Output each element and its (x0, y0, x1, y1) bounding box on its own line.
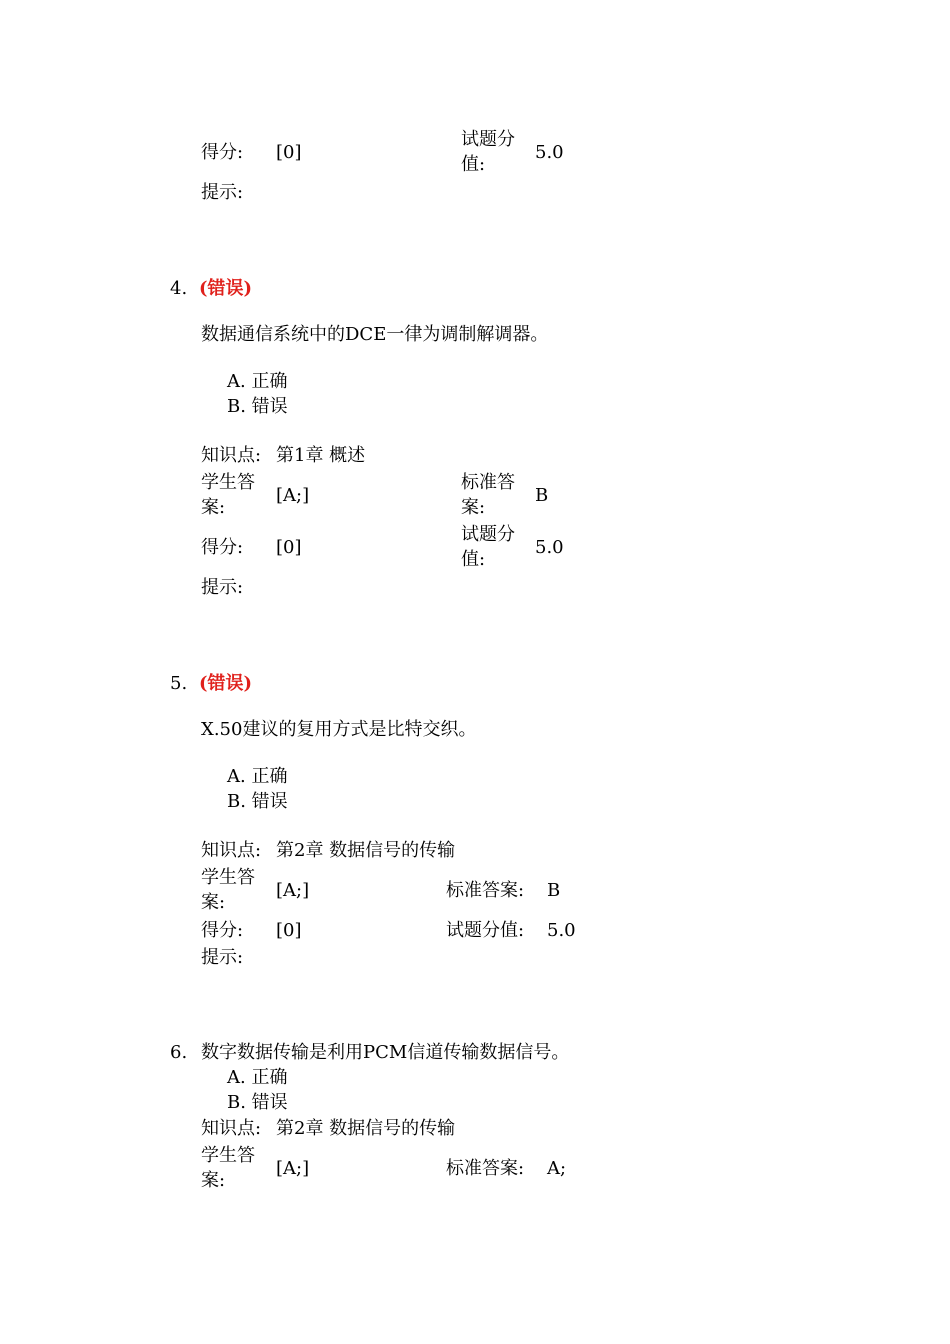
standard-answer: B (535, 485, 549, 506)
knowledge-point: 第2章 数据信号的传输 (276, 1118, 456, 1139)
standard-answer-label: 标准答案: (446, 1158, 525, 1179)
question-number: 4. (170, 278, 188, 299)
wrong-status: (错误) (199, 673, 253, 694)
question-number: 6. (170, 1042, 188, 1063)
knowledge-point: 第2章 数据信号的传输 (276, 840, 456, 861)
option-a[interactable]: A. 正确 (227, 1067, 288, 1088)
score-label: 得分: (201, 920, 244, 941)
question-value-label: 试题分值: (446, 920, 525, 941)
question-value: 5.0 (535, 537, 564, 558)
score-label: 得分: (201, 537, 244, 558)
question-value-label: 试题分值: (461, 524, 515, 570)
student-answer: [A;] (276, 485, 310, 506)
standard-answer-label: 标准答案: (461, 472, 515, 518)
standard-answer: A; (547, 1158, 567, 1179)
hint-label: 提示: (201, 947, 244, 968)
standard-answer-label: 标准答案: (446, 880, 525, 901)
question-value: 5.0 (535, 142, 564, 163)
student-answer-label: 学生答案: (201, 867, 255, 913)
question-text: 数据通信系统中的DCE一律为调制解调器。 (201, 324, 549, 345)
question-number: 5. (170, 673, 188, 694)
option-a[interactable]: A. 正确 (227, 371, 288, 392)
option-b[interactable]: B. 错误 (227, 1092, 288, 1113)
wrong-status: (错误) (199, 278, 253, 299)
question-value-label: 试题分值: (461, 129, 515, 175)
hint-label: 提示: (201, 577, 244, 598)
question-value: 5.0 (547, 920, 576, 941)
option-a[interactable]: A. 正确 (227, 766, 288, 787)
student-answer: [A;] (276, 1158, 310, 1179)
score-value: [0] (276, 537, 302, 558)
question-text: X.50建议的复用方式是比特交织。 (201, 719, 477, 740)
option-b[interactable]: B. 错误 (227, 396, 288, 417)
standard-answer: B (547, 880, 561, 901)
knowledge-point: 第1章 概述 (276, 445, 366, 466)
knowledge-label: 知识点: (201, 445, 262, 466)
score-value: [0] (276, 920, 302, 941)
student-answer-label: 学生答案: (201, 472, 255, 518)
hint-label: 提示: (201, 182, 244, 203)
option-b[interactable]: B. 错误 (227, 791, 288, 812)
knowledge-label: 知识点: (201, 1118, 262, 1139)
score-value: [0] (276, 142, 302, 163)
score-label: 得分: (201, 142, 244, 163)
student-answer-label: 学生答案: (201, 1145, 255, 1191)
student-answer: [A;] (276, 880, 310, 901)
question-text: 数字数据传输是利用PCM信道传输数据信号。 (201, 1042, 570, 1063)
knowledge-label: 知识点: (201, 840, 262, 861)
